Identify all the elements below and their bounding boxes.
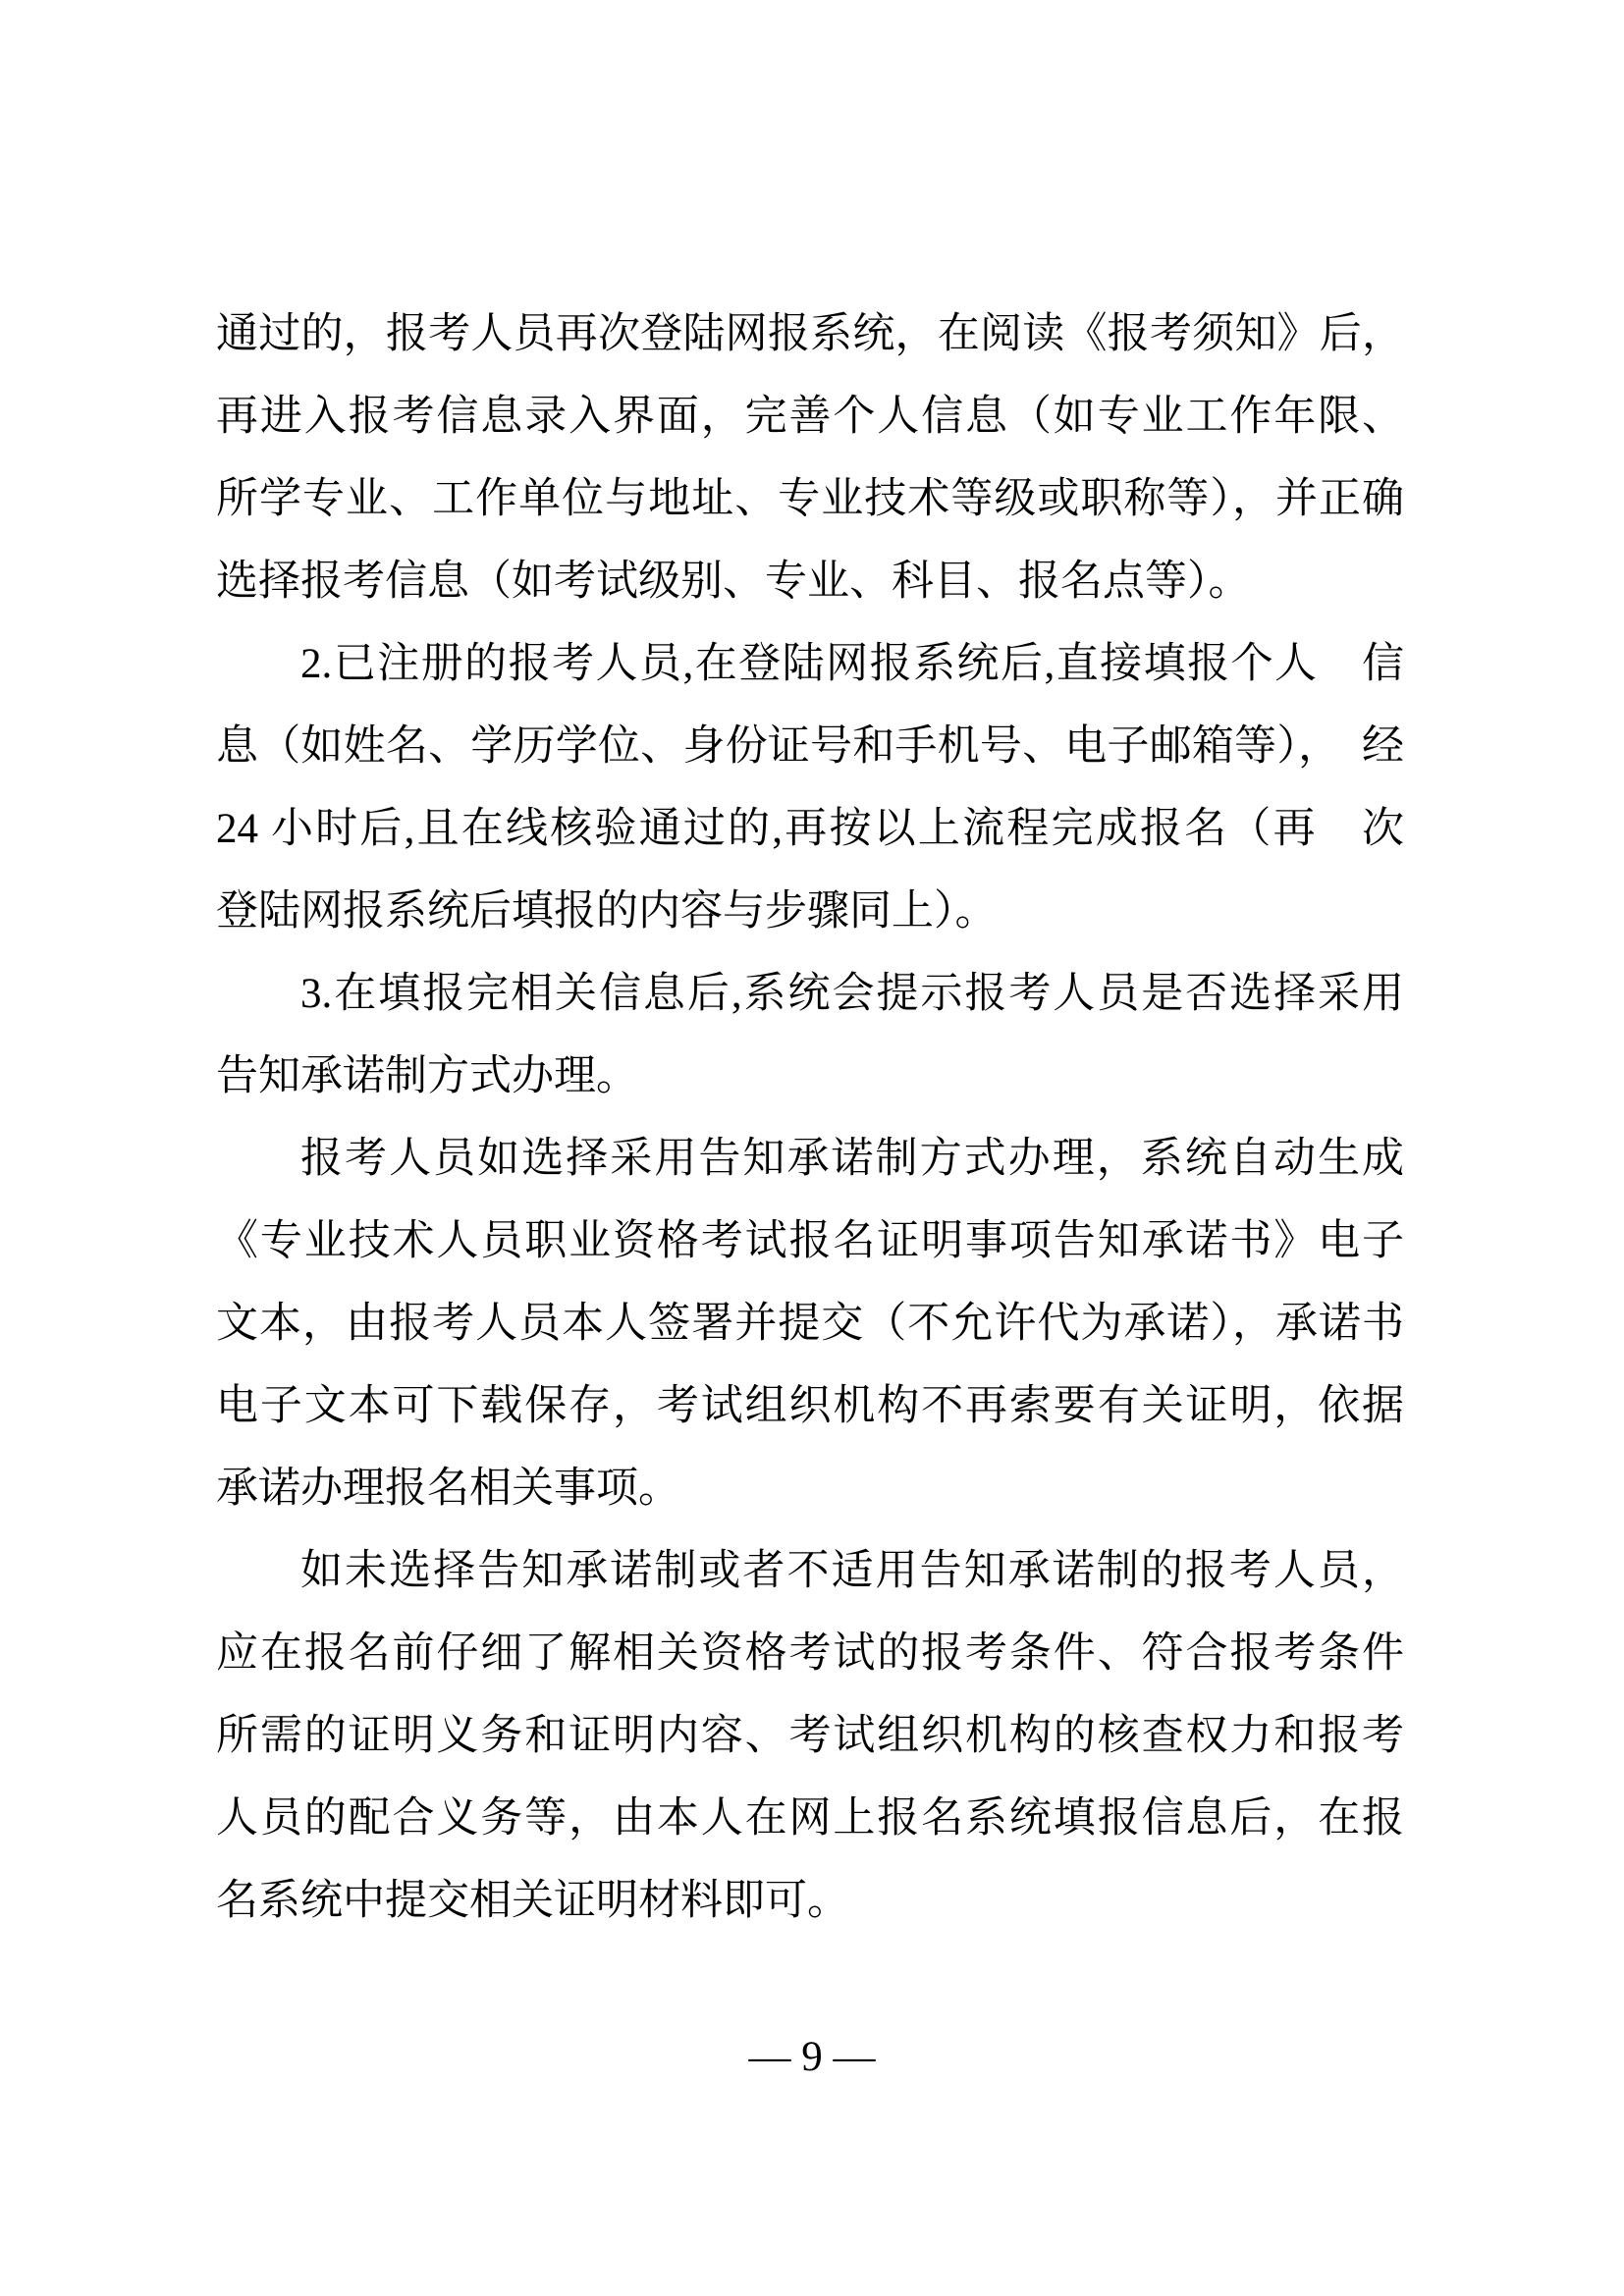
text-line: 再进入报考信息录入界面，完善个人信息（如专业工作年限、 [216, 394, 1404, 440]
text-line: 承诺办理报名相关事项。 [216, 1466, 680, 1512]
text-line: 所需的证明义务和证明内容、考试组织机构的核查权力和报考 [216, 1713, 1404, 1759]
text-line: 文本，由报考人员本人签署并提交（不允许代为承诺），承诺书 [216, 1301, 1404, 1347]
page-number: — 9 — [748, 2034, 876, 2080]
text-line: 如未选择告知承诺制或者不适用告知承诺制的报考人员， [300, 1548, 1404, 1594]
text-line: 通过的，报考人员再次登陆网报系统，在阅读《报考须知》后， [216, 311, 1404, 357]
text-line: 应在报名前仔细了解相关资格考试的报考条件、符合报考条件 [216, 1630, 1404, 1677]
text-line: 告知承诺制方式办理。 [216, 1053, 638, 1099]
text-line: 《专业技术人员职业资格考试报名证明事项告知承诺书》电子 [216, 1218, 1404, 1264]
text-line: 24 小时后,且在线核验通过的,再按以上流程完成报名（再 次 [216, 806, 1404, 852]
text-line: 登陆网报系统后填报的内容与步骤同上）。 [216, 888, 998, 934]
body-text [216, 294, 1404, 1943]
text-line: 电子文本可下载保存，考试组织机构不再索要有关证明，依据 [216, 1383, 1404, 1429]
text-line: 3.在填报完相关信息后,系统会提示报考人员是否选择采用 [300, 971, 1404, 1017]
text-line: 选择报考信息（如考试级别、专业、科目、报名点等）。 [216, 559, 1251, 605]
text-line: 所学专业、工作单位与地址、专业技术等级或职称等），并正确 [216, 476, 1404, 522]
text-line: 2.已注册的报考人员,在登陆网报系统后,直接填报个人 信 [300, 641, 1404, 687]
text-line: 息（如姓名、学历学位、身份证号和手机号、电子邮箱等）， 经 [216, 723, 1404, 770]
text-line: 名系统中提交相关证明材料即可。 [216, 1878, 849, 1924]
text-line: 报考人员如选择采用告知承诺制方式办理，系统自动生成 [300, 1136, 1404, 1182]
text-line: 人员的配合义务等，由本人在网上报名系统填报信息后，在报 [216, 1795, 1404, 1842]
